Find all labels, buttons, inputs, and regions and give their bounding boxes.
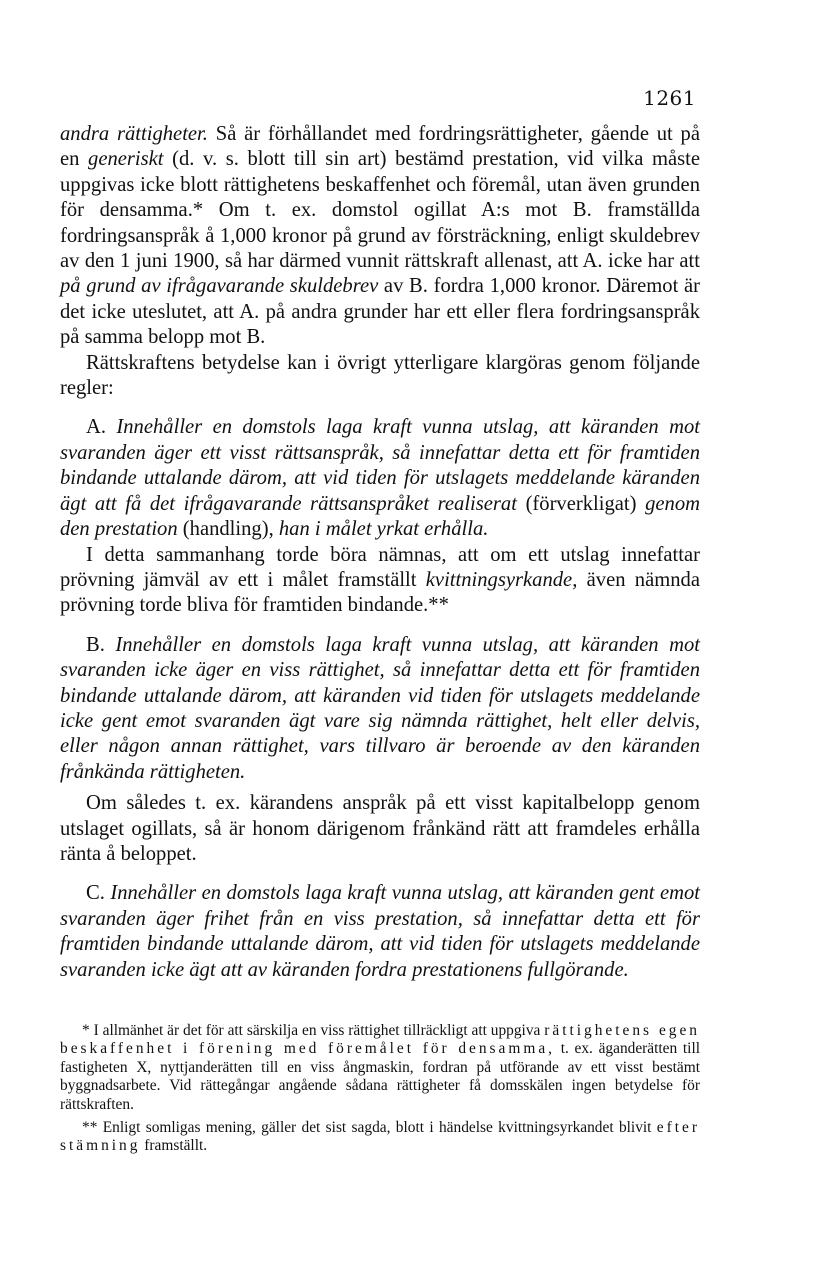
paragraph-example-interest: Om således t. ex. kärandens anspråk på ett visst kapitalbelopp genom utslaget ogillats, så är honom därigenom frånkänd rätt att framdeles erhålla ränta å beloppet.	[60, 792, 700, 865]
footnote-1	[60, 1022, 700, 1114]
italic-phrase: genom den prestation	[60, 492, 700, 541]
text-run: framställt.	[140, 1137, 208, 1155]
spaced-phrase: rättighetens egen beskaffenhet i förening med föremålet för densamma,	[60, 1022, 700, 1058]
page-number: 1261	[643, 86, 696, 110]
rule-letter: B.	[86, 633, 116, 656]
text-run: Så är förhållandet med fordringsrättigheter, gående ut på en	[60, 123, 700, 171]
rule-c	[60, 881, 700, 983]
italic-phrase: Innehåller en domstols laga kraft vunna utslag, att käranden gent emot svaranden äger frihet från en viss prestation, så innefattar detta ett för framtiden bindande uttalande därom, att vid tiden för utslagets meddelande svaranden icke ägt att av käranden fordra prestationens fullgörande.	[60, 882, 700, 981]
text-run: (förverkligat)	[516, 492, 646, 515]
text-run: även nämnda prövning torde bliva för framtiden bindande.**	[60, 568, 700, 617]
italic-phrase: kvittningsyrkande,	[425, 568, 578, 591]
rule-letter: A.	[86, 416, 117, 439]
italic-phrase: han i målet yrkat erhålla.	[278, 518, 489, 541]
italic-phrase: generiskt	[88, 148, 164, 171]
text-run: ** Enligt somligas mening, gäller det sist sagda, blott i händelse kvittningsyrkandet blivit	[82, 1119, 657, 1137]
italic-phrase: andra rättigheter.	[60, 123, 208, 145]
rule-b	[60, 633, 700, 785]
text-run: I detta sammanhang torde böra nämnas, att om ett utslag innefattar prövning jämväl av ett i målet framställt	[60, 543, 700, 591]
paragraph-rights-identification	[60, 122, 700, 351]
italic-phrase: Innehåller en domstols laga kraft vunna utslag, att käranden mot svaranden icke äger en viss rättighet, så innefattar detta ett för framtiden bindande uttalande därom, att käranden vid tiden för utslagets meddelande icke gent emot svaranden ägt vare sig nämnda rättighet, helt eller delvis, eller någon annan rättighet, vars tillvaro är beroende av den käranden frånkända rättigheten.	[60, 633, 700, 783]
italic-phrase: på grund av ifrågavarande skuldebrev	[60, 275, 379, 298]
footnotes	[60, 1022, 700, 1161]
paragraph-intro-rules: Rättskraftens betydelse kan i övrigt ytterligare klargöras genom följande regler:	[60, 351, 700, 400]
text-run: av B. fordra 1,000 kronor. Däremot är det icke uteslutet, att A. på andra grunder har ett eller flera fordringsanspråk på samma belopp mot B.	[60, 275, 700, 349]
rule-a	[60, 415, 700, 542]
italic-phrase: Innehåller en domstols laga kraft vunna utslag, att käranden mot svaranden äger ett visst rättsanspråk, så innefattar detta ett för framtiden bindande uttalande därom, att vid tiden för utslagets meddelande käranden ägt att få det ifrågavarande rättsanspråket realiserat	[60, 416, 700, 515]
main-text	[60, 122, 700, 983]
text-run: (d. v. s. blott till sin art) bestämd prestation, vid vilka måste uppgivas icke blott rättighetens beskaffenhet och föremål, utan även grunden för densamma.* Om t. ex. domstol ogillat A:s mot B. framställda fordringsanspråk å 1,000 kronor på grund av försträckning, enligt skuldebrev av den 1 juni 1900, så har därmed vunnit rättskraft allenast, att A. icke har att	[60, 148, 700, 273]
rule-letter: C.	[86, 882, 111, 905]
text-run: (handling),	[177, 518, 279, 541]
text-run: t. ex. äganderätten till fastigheten X, nyttjanderätten till en viss ångmaskin, fordran på utförande av ett visst bestämt byggnadsarbete. Vid rättegångar angående sådana rättigheter få domsskälen ingen betydelse för rättskraften.	[60, 1040, 700, 1113]
footnote-2	[60, 1119, 700, 1156]
paragraph-kvittning	[60, 543, 700, 619]
spaced-phrase: efter stämning	[60, 1119, 700, 1155]
text-run: * I allmänhet är det för att särskilja en viss rättighet tillräckligt att uppgiva	[82, 1022, 545, 1039]
